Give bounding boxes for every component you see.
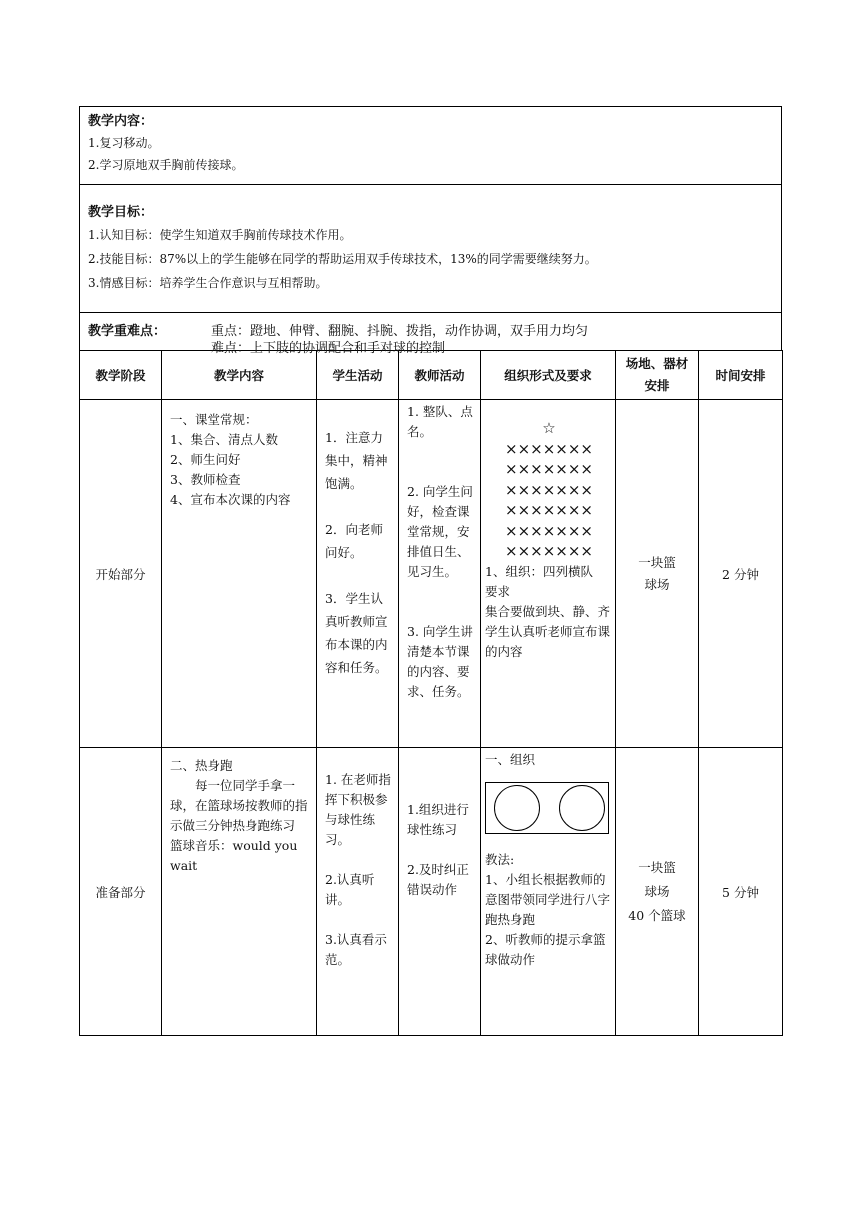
time-cell: 2 分钟 (699, 400, 783, 748)
formation-row: ××××××× (505, 542, 593, 560)
star-icon: ☆ (542, 419, 556, 437)
table-row (80, 400, 783, 748)
organization-cell (481, 748, 616, 1036)
header-venue: 场地、器材安排 (616, 351, 699, 400)
objective-line-3: 3.情感目标：培养学生合作意识与互相帮助。 (88, 276, 328, 290)
objective-line-2: 2.技能目标：87%以上的学生能够在同学的帮助运用双手传球技术，13%的同学需要继续努力。 (88, 252, 597, 266)
student-cell (317, 748, 399, 1036)
organization-title: 一、组织 (485, 752, 536, 767)
figure-eight-diagram (485, 782, 609, 834)
formation-row: ××××××× (505, 439, 593, 458)
teaching-content-title: 教学内容： (88, 114, 154, 129)
objective-line-1: 1.认知目标：使学生知道双手胸前传球技术作用。 (88, 228, 352, 242)
header-content: 教学内容 (162, 351, 317, 400)
stage-cell: 准备部分 (80, 748, 162, 1036)
table-header-row (80, 351, 783, 400)
header-teacher: 教师活动 (399, 351, 481, 400)
key-points-section (79, 312, 782, 356)
content-text: 一、课堂常规： 1、集合、清点人数 2、师生问好 3、教师检查 4、宣布本次课的内容 (170, 412, 291, 507)
lesson-plan (79, 106, 782, 1036)
formation-row: ××××××× (505, 480, 593, 499)
content-cell (162, 748, 317, 1036)
venue-text: 一块篮 球场 40 个篮球 (628, 859, 686, 923)
venue-cell (616, 400, 699, 748)
formation-diagram (485, 418, 613, 562)
teacher-cell (399, 748, 481, 1036)
formation-row: ××××××× (505, 521, 593, 540)
key-point-text: 重点：蹬地、伸臂、翻腕、抖腕、拨指，动作协调，双手用力均匀 (211, 324, 589, 339)
organization-text: 1、组织：四列横队 要求 集合要做到块、静、齐 学生认真听老师宣布课的内容 (485, 563, 611, 659)
time-cell: 5 分钟 (699, 748, 783, 1036)
student-text: 1. 在老师指挥下积极参与球性练习。 2.认真听讲。 3.认真看示范。 (325, 772, 391, 967)
venue-text: 一块篮 球场 (638, 554, 676, 592)
header-student: 学生活动 (317, 351, 399, 400)
teacher-text: 1. 整队、点名。 2. 向学生问好，检查课堂常规，安排值日生、见习生。 3. 向学生讲清楚本节课的内容、要求、任务。 (407, 404, 473, 699)
teacher-text: 1.组织进行球性练习 2.及时纠正错误动作 (407, 802, 469, 897)
difficult-point-text: 难点：上下肢的协调配合和手对球的控制 (211, 341, 446, 356)
stage-cell: 开始部分 (80, 400, 162, 748)
content-text: 二、热身跑 每一位同学手拿一球，在篮球场按教师的指示做三分钟热身跑练习 篮球音乐：would you wait (170, 758, 308, 873)
student-cell (317, 400, 399, 748)
formation-row: ××××××× (505, 501, 593, 519)
organization-cell (481, 400, 616, 748)
teaching-objectives-section (79, 184, 782, 312)
circle-icon (494, 785, 540, 831)
venue-cell (616, 748, 699, 1036)
lesson-table (79, 350, 783, 1036)
teacher-cell (399, 400, 481, 748)
key-points-title: 教学重难点： (88, 324, 167, 339)
organization-text: 教法: 1、小组长根据教师的意图带领同学进行八字跑热身跑 2、听教师的提示拿篮球做动作 (485, 852, 611, 967)
teaching-objectives-title: 教学目标： (88, 205, 154, 220)
header-stage: 教学阶段 (80, 351, 162, 400)
circle-icon (559, 785, 605, 831)
content-line-1: 1.复习移动。 (88, 136, 160, 150)
header-organization: 组织形式及要求 (481, 351, 616, 400)
student-text: 1．注意力集中，精神饱满。 2．向老师问好。 3．学生认真听教师宣布本课的内容和任务。 (325, 430, 388, 675)
formation-row: ××××××× (505, 460, 593, 478)
teaching-content-section (79, 106, 782, 184)
table-row (80, 748, 783, 1036)
content-line-2: 2.学习原地双手胸前传接球。 (88, 158, 244, 172)
header-time: 时间安排 (699, 351, 783, 400)
content-cell (162, 400, 317, 748)
